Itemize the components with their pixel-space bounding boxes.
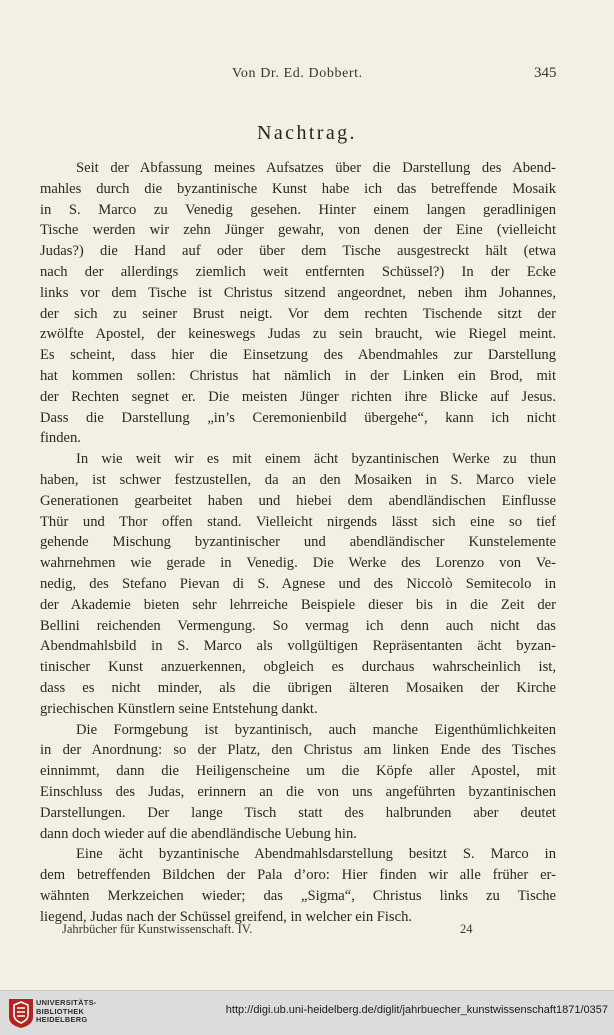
text-line: Eine ächt byzantinische Abendmahlsdarstellung besitzt S. Marco in xyxy=(76,846,556,863)
page-footer xyxy=(0,922,614,940)
running-head-author: Von Dr. Ed. Dobbert. xyxy=(232,66,363,81)
footer-journal-title: Jahrbücher für Kunstwissenschaft. IV. xyxy=(62,922,253,936)
text-line: Bellini reichenden Vermengung. So vermag ich denn auch nicht das xyxy=(40,617,556,634)
text-line: mahles durch die byzantinische Kunst habe ich das betreffende Mosaik xyxy=(40,180,556,197)
library-name-line: BIBLIOTHEK xyxy=(36,1006,85,1016)
library-name xyxy=(36,999,97,1025)
text-line: Einschluss des Judas, erinnern an die von uns angeführten byzantinischen xyxy=(40,783,556,800)
library-name-line: UNIVERSITÄTS- xyxy=(36,998,97,1007)
permalink-url[interactable]: http://digi.ub.uni-heidelberg.de/diglit/jahrbuecher_kunstwissenschaft1871/0357 xyxy=(225,1004,608,1016)
text-line: Die Formgebung ist byzantinisch, auch manche Eigenthümlichkeiten xyxy=(76,721,556,738)
text-line: Es scheint, dass hier die Einsetzung des Abendmahles zur Darstellung xyxy=(40,347,556,364)
text-line: links vor dem Tische ist Christus sitzend angeordnet, neben ihm Johannes, xyxy=(40,284,556,301)
text-line: Dass die Darstellung „in’s Ceremonienbild übergehe“, kann ich nicht xyxy=(40,409,556,426)
text-line: Seit der Abfassung meines Aufsatzes über die Darstellung des Abend- xyxy=(76,160,556,176)
running-head xyxy=(0,66,614,84)
text-line: In wie weit wir es mit einem ächt byzantinischen Werke zu thun xyxy=(76,451,556,468)
section-title: Nachtrag. xyxy=(257,122,357,144)
text-line: Darstellungen. Der lange Tisch statt des halbrunden aber deutet xyxy=(40,804,556,821)
text-line: dass es nicht minder, als die übrigen älteren Mosaiken der Kirche xyxy=(40,679,556,696)
text-line: hat kommen sollen: Christus hat nämlich in der Linken ein Brod, mit xyxy=(40,367,556,384)
text-line: Generationen gearbeitet haben und hiebei dem abendländischen Einflusse xyxy=(40,492,556,509)
text-line: nach der allerdings ziemlich weit entfernten Schüssel?) In der Ecke xyxy=(40,263,556,280)
text-line: der sich zu seiner Brust neigt. Vor dem rechten Tischende sitzt der xyxy=(40,305,556,322)
text-line: einnimmt, dann die Heiligenscheine um die Köpfe aller Apostel, mit xyxy=(40,763,556,780)
university-seal-icon xyxy=(6,997,36,1029)
text-line: griechischen Künstlern seine Entstehung dankt. xyxy=(40,700,318,717)
text-line: liegend, Judas nach der Schüssel greifend, in welcher ein Fisch. xyxy=(40,908,413,925)
library-footer-bar xyxy=(0,990,614,1035)
text-line: wähnten Merkzeichen wieder; das „Sigma“, Christus links zu Tische xyxy=(40,887,556,904)
library-name-line: HEIDELBERG xyxy=(36,1015,88,1025)
text-line: gehende Mischung byzantinischer und abendländischer Kunstelemente xyxy=(40,534,556,551)
page-number: 345 xyxy=(534,65,557,81)
text-line: der Rechten segnet er. Die meisten Jünger richten ihre Blicke auf Jesus. xyxy=(40,388,556,405)
text-line: nedig, des Stefano Pievan di S. Agnese und des Niccolò Semitecolo in xyxy=(40,575,556,592)
text-line: Judas?) die Hand auf oder über dem Tische ausgestreckt hält (etwa xyxy=(40,243,556,260)
text-line: finden. xyxy=(40,430,81,447)
text-line: in der Anordnung: so der Platz, den Christus am linken Ende des Tisches xyxy=(40,742,556,759)
text-line: der Akademie bieten sehr lehrreiche Beispiele dieser bis in die Zeit der xyxy=(40,596,556,613)
footer-signature-mark: 24 xyxy=(460,922,473,936)
text-line: haben, ist schwer festzustellen, da an den Mosaiken in S. Marco viele xyxy=(40,471,556,488)
text-line: wahrnehmen wie gerade in Venedig. Die Werke des Lorenzo von Ve- xyxy=(40,555,556,572)
text-line: Tische werden wir zehn Jünger gewahr, von denen der Eine (vielleicht xyxy=(40,222,556,239)
text-line: zwölfte Apostel, der keineswegs Judas zu sein braucht, wie Riegel meint. xyxy=(40,326,556,343)
text-line: tinischer Kunst anzuerkennen, obgleich es durchaus wahrscheinlich ist, xyxy=(40,659,556,676)
text-line: Abendmahlsbild in S. Marco als vollgültigen Repräsentanten ächt byzan- xyxy=(40,638,556,655)
text-line: Thür und Thor offen stand. Vielleicht nirgends lässt sich eine so tief xyxy=(40,513,556,530)
body-text xyxy=(40,158,556,927)
text-line: dem betreffenden Bildchen der Pala d’oro: Hier finden wir alle früher er- xyxy=(40,867,556,884)
text-line: dann doch wieder auf die abendländische Uebung hin. xyxy=(40,825,357,842)
text-line: in S. Marco zu Venedig gesehen. Hinter einem langen geradlinigen xyxy=(40,201,556,218)
